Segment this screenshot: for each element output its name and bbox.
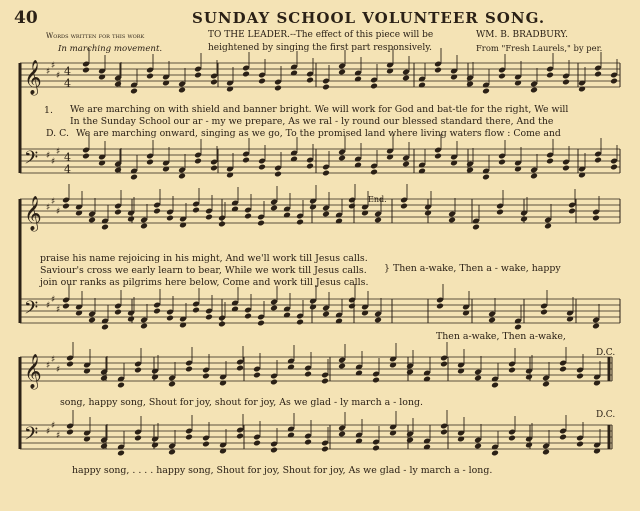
treble2-note bbox=[114, 209, 122, 216]
bass1-note bbox=[114, 167, 122, 174]
treble2-note bbox=[88, 217, 96, 224]
treble3-note bbox=[542, 381, 550, 388]
treble1-note bbox=[610, 78, 618, 85]
page-number: 40 bbox=[14, 8, 38, 28]
sharp-icon: ♯ bbox=[46, 301, 51, 311]
treble1-note bbox=[306, 77, 314, 84]
treble1-note bbox=[562, 79, 570, 86]
treble1-note bbox=[498, 73, 506, 80]
time-sig-bottom: 4 bbox=[64, 77, 71, 90]
verse1-line1: We are marching on with shield and banner bright. We will work for God and bat-tle for the right, We will bbox=[70, 104, 569, 115]
bass2-note bbox=[257, 320, 265, 327]
bass3-note bbox=[236, 433, 244, 440]
bass2-note bbox=[88, 317, 96, 324]
treble1-note bbox=[114, 81, 122, 88]
bass1-note bbox=[594, 157, 602, 164]
bass3-note bbox=[508, 435, 516, 442]
treble2-note bbox=[101, 224, 109, 231]
bass1-note bbox=[546, 158, 554, 165]
sharp-icon: ♯ bbox=[51, 157, 56, 167]
sharp-icon: ♯ bbox=[51, 355, 56, 365]
verse1-line2: praise his name rejoicing in his might, And we'll work till Jesus calls. bbox=[40, 253, 368, 264]
treble3-note bbox=[253, 372, 261, 379]
sharp-icon: ♯ bbox=[56, 207, 61, 217]
treble1-note bbox=[242, 71, 250, 78]
bass2-note bbox=[296, 319, 304, 326]
treble3-note bbox=[134, 367, 142, 374]
bass1-note bbox=[242, 157, 250, 164]
bass2-note bbox=[101, 324, 109, 331]
treble1-note bbox=[338, 69, 346, 76]
bass2-note bbox=[205, 314, 213, 321]
treble2b-note bbox=[568, 208, 576, 215]
treble1-note bbox=[402, 75, 410, 82]
sharp-icon: ♯ bbox=[51, 61, 56, 71]
bass3-note bbox=[304, 439, 312, 446]
verse-number: 1. bbox=[44, 105, 53, 116]
treble-clef-icon: 𝄞 bbox=[24, 196, 42, 231]
bass3-note bbox=[406, 437, 414, 444]
sharp-icon: ♯ bbox=[51, 421, 56, 431]
bass2-note bbox=[348, 303, 356, 310]
bass1-note bbox=[130, 174, 138, 181]
treble2b-note bbox=[448, 217, 456, 224]
sharp-icon: ♯ bbox=[56, 147, 61, 157]
sharp-icon: ♯ bbox=[46, 67, 51, 77]
treble1-note bbox=[322, 84, 330, 91]
bass3-note bbox=[185, 434, 193, 441]
words-written-note: Words written for this work bbox=[46, 32, 145, 40]
chorus-line2: join our ranks as pilgrims here below, Come and work till Jesus calls. bbox=[40, 277, 369, 288]
sharp-icon: ♯ bbox=[56, 305, 61, 315]
bass1-note bbox=[306, 163, 314, 170]
bass1-note bbox=[338, 155, 346, 162]
bass3-note bbox=[440, 429, 448, 436]
treble-clef-icon: 𝄞 bbox=[24, 354, 42, 389]
bass2b-note bbox=[436, 303, 444, 310]
bass2-note bbox=[322, 311, 330, 318]
bass3-note bbox=[100, 443, 108, 450]
bass3-note bbox=[372, 445, 380, 452]
treble2-note bbox=[244, 213, 252, 220]
bass1-note bbox=[370, 169, 378, 176]
bass1-note bbox=[322, 170, 330, 177]
treble3-note bbox=[185, 366, 193, 373]
dc-label-left: D. C. bbox=[46, 128, 69, 139]
treble2-note bbox=[270, 205, 278, 212]
bass2-note bbox=[244, 313, 252, 320]
treble1-note bbox=[194, 72, 202, 79]
bass3-note bbox=[117, 450, 125, 457]
bass1-note bbox=[562, 165, 570, 172]
song-title: SUNDAY SCHOOL VOLUNTEER SONG. bbox=[192, 9, 546, 27]
bass1-note bbox=[610, 164, 618, 171]
bass2-note bbox=[140, 323, 148, 330]
bass1-note bbox=[434, 153, 442, 160]
treble3-note bbox=[440, 361, 448, 368]
bass3-note bbox=[270, 447, 278, 454]
treble1-note bbox=[258, 78, 266, 85]
treble-clef-icon: 𝄞 bbox=[24, 60, 42, 95]
treble1-note bbox=[466, 81, 474, 88]
bass1-note bbox=[210, 165, 218, 172]
dc-mark-treble: D.C. bbox=[596, 348, 616, 358]
tempo-marking: In marching movement. bbox=[58, 44, 163, 54]
bass1-note bbox=[146, 159, 154, 166]
verse2-line1: In the Sunday School our ar - my we prepare, As we ral - ly round our blessed standard there, And the bbox=[70, 116, 554, 127]
bass1-note bbox=[82, 153, 90, 160]
treble2-note bbox=[62, 203, 70, 210]
bass2b-note bbox=[488, 317, 496, 324]
treble3-note bbox=[66, 361, 74, 368]
bass2-note bbox=[270, 305, 278, 312]
bass3-note bbox=[168, 449, 176, 456]
bass3-note bbox=[559, 434, 567, 441]
bass2-note bbox=[166, 315, 174, 322]
bass1-note bbox=[178, 173, 186, 180]
bass2-note bbox=[114, 309, 122, 316]
chorus-line1: We are marching onward, singing as we go, To the promised land where living waters flow : Come and bbox=[76, 128, 561, 139]
treble2-note bbox=[192, 207, 200, 214]
treble1-note bbox=[210, 79, 218, 86]
bass-refrain: Then a-wake, Then a-wake, bbox=[436, 331, 566, 342]
treble2b-note bbox=[472, 224, 480, 231]
treble3-note bbox=[168, 381, 176, 388]
time-sig-top: 4 bbox=[64, 151, 71, 164]
treble3-note bbox=[117, 382, 125, 389]
bass2-note bbox=[153, 308, 161, 315]
bass3-note bbox=[66, 429, 74, 436]
treble2-note bbox=[296, 219, 304, 226]
treble1-note bbox=[546, 72, 554, 79]
bass3-note bbox=[542, 449, 550, 456]
treble2b-note bbox=[544, 223, 552, 230]
bass-clef-icon: 𝄢 bbox=[24, 298, 39, 323]
treble3-note bbox=[474, 375, 482, 382]
treble1-note bbox=[130, 88, 138, 95]
treble2b-note bbox=[496, 209, 504, 216]
verse2-line2: Saviour's cross we early learn to bear, While we work till Jesus calls. bbox=[40, 265, 367, 276]
treble2-note bbox=[322, 211, 330, 218]
bass1-note bbox=[482, 174, 490, 181]
treble3-note bbox=[100, 375, 108, 382]
sharp-icon: ♯ bbox=[46, 151, 51, 161]
treble3-note bbox=[304, 371, 312, 378]
bass2-note bbox=[374, 317, 382, 324]
treble3-note bbox=[491, 382, 499, 389]
sharp-icon: ♯ bbox=[56, 71, 61, 81]
bass1-note bbox=[402, 161, 410, 168]
leader-note: TO THE LEADER.--The effect of this piece will be bbox=[208, 30, 434, 40]
time-sig-top: 4 bbox=[64, 65, 71, 78]
treble-refrain: } Then a-wake, Then a - wake, happy bbox=[384, 263, 561, 274]
bass3-note bbox=[134, 435, 142, 442]
performance-note: heightened by singing the first part responsively. bbox=[208, 43, 432, 53]
treble2-note bbox=[153, 208, 161, 215]
sharp-icon: ♯ bbox=[46, 361, 51, 371]
treble3-note bbox=[270, 379, 278, 386]
treble1-note bbox=[82, 67, 90, 74]
treble1-note bbox=[594, 71, 602, 78]
bass2b-note bbox=[592, 323, 600, 330]
bass3-note bbox=[338, 431, 346, 438]
treble3-note bbox=[321, 378, 329, 385]
treble3-note bbox=[236, 365, 244, 372]
bass3-note bbox=[202, 441, 210, 448]
treble1-note bbox=[482, 88, 490, 95]
dc-mark-bass: D.C. bbox=[596, 410, 616, 420]
bass-clef-icon: 𝄢 bbox=[24, 148, 39, 173]
treble2-note bbox=[257, 220, 265, 227]
treble3-note bbox=[559, 366, 567, 373]
bass2b-note bbox=[540, 309, 548, 316]
treble2b-note bbox=[592, 215, 600, 222]
bass2-note bbox=[218, 321, 226, 328]
treble1-note bbox=[146, 73, 154, 80]
bass-words: happy song, . . . . happy song, Shout for joy, Shout for joy, As we glad - ly march a - long. bbox=[72, 465, 493, 476]
treble2-note bbox=[166, 215, 174, 222]
treble1-note bbox=[370, 83, 378, 90]
treble3-note bbox=[372, 377, 380, 384]
bass3-note bbox=[253, 440, 261, 447]
treble3-note bbox=[338, 363, 346, 370]
treble2-note bbox=[218, 221, 226, 228]
sharp-icon: ♯ bbox=[51, 197, 56, 207]
bass3-note bbox=[576, 441, 584, 448]
sharp-icon: ♯ bbox=[51, 295, 56, 305]
bass3-note bbox=[474, 443, 482, 450]
treble1-note bbox=[178, 87, 186, 94]
bass1-note bbox=[498, 159, 506, 166]
treble3-note bbox=[576, 373, 584, 380]
treble1-note bbox=[530, 87, 538, 94]
end-label: End. bbox=[368, 195, 387, 204]
treble3-note bbox=[406, 369, 414, 376]
bass1-note bbox=[258, 164, 266, 171]
treble2-note bbox=[348, 203, 356, 210]
bass1-note bbox=[530, 173, 538, 180]
treble2b-note bbox=[400, 203, 408, 210]
treble3-note bbox=[508, 367, 516, 374]
sharp-icon: ♯ bbox=[46, 203, 51, 213]
bass2-note bbox=[62, 303, 70, 310]
treble-words: song, happy song, Shout for joy, shout for joy, As we glad - ly march a - long. bbox=[60, 397, 423, 408]
treble1-note bbox=[274, 85, 282, 92]
treble2-note bbox=[205, 214, 213, 221]
source-note: From "Fresh Laurels," by per. bbox=[476, 43, 603, 53]
sharp-icon: ♯ bbox=[56, 431, 61, 441]
treble2-note bbox=[140, 223, 148, 230]
sharp-icon: ♯ bbox=[46, 427, 51, 437]
bass1-note bbox=[274, 171, 282, 178]
bass-clef-icon: 𝄢 bbox=[24, 424, 39, 449]
bass2b-note bbox=[514, 324, 522, 331]
bass3-note bbox=[321, 446, 329, 453]
treble2-note bbox=[374, 217, 382, 224]
time-sig-bottom: 4 bbox=[64, 163, 71, 176]
bass1-note bbox=[466, 167, 474, 174]
treble3-note bbox=[202, 373, 210, 380]
bass3-note bbox=[491, 450, 499, 457]
sharp-icon: ♯ bbox=[56, 365, 61, 375]
composer-name: WM. B. BRADBURY. bbox=[476, 30, 568, 40]
bass1-note bbox=[194, 158, 202, 165]
bass2-note bbox=[192, 307, 200, 314]
treble1-note bbox=[434, 67, 442, 74]
